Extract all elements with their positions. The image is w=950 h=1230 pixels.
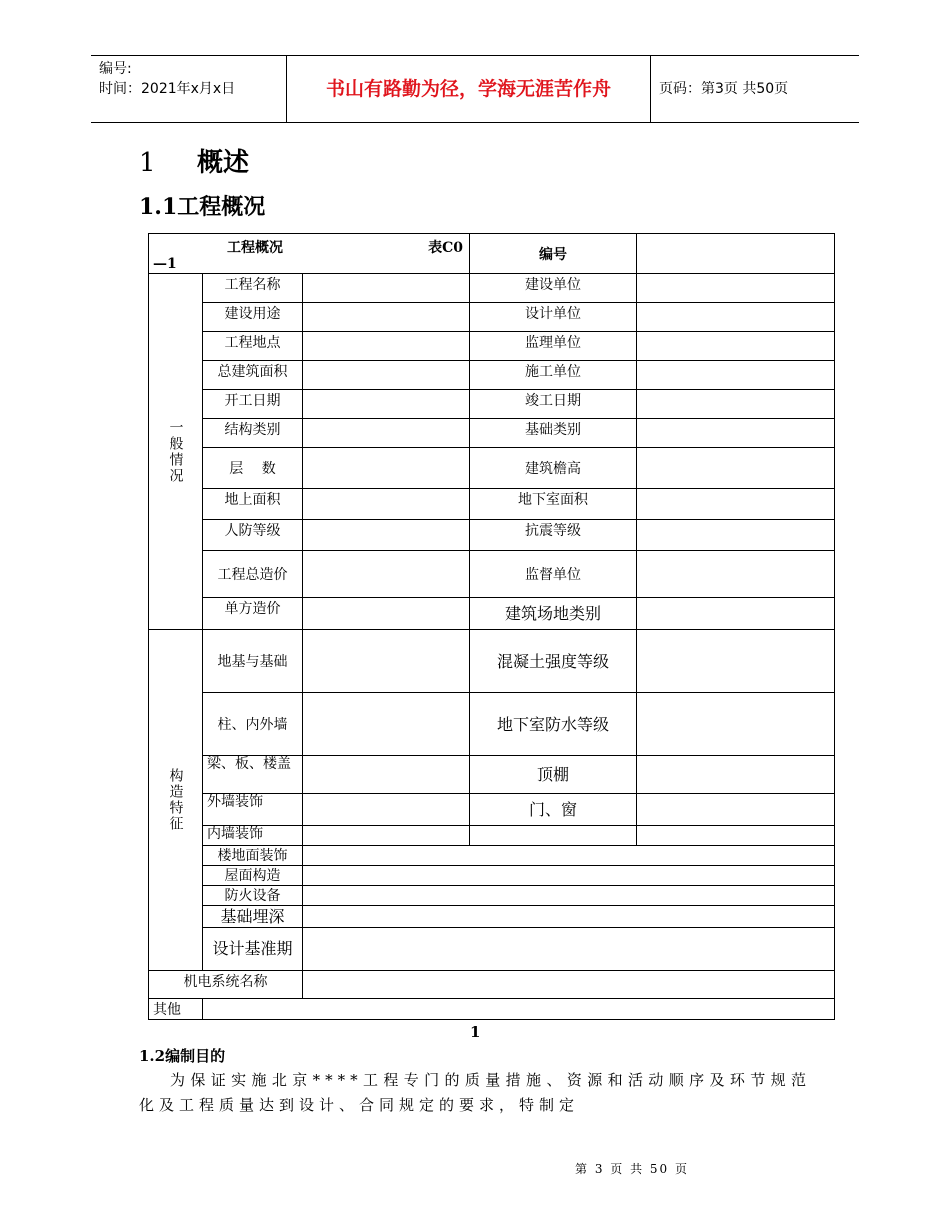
section-1-2-heading: 1.2编制目的 [139,1047,226,1065]
mep-label: 机电系统名称 [149,971,303,999]
field-value [303,551,470,598]
table-row [149,693,835,756]
field-label: 防火设备 [203,886,303,906]
field-value [303,598,470,630]
page-footer: 第 3 页 共 50 页 [575,1162,689,1176]
field-label: 基础类别 [470,419,637,448]
field-value [637,693,835,756]
table-row [149,999,835,1020]
field-label: 建筑檐高 [470,448,637,489]
table-row [149,390,835,419]
field-label: 层 数 [203,448,303,489]
field-value [303,448,470,489]
field-label: 工程地点 [203,332,303,361]
field-label: 设计基准期 [203,928,303,971]
table-row [149,274,835,303]
field-label: 地上面积 [203,489,303,520]
header-page-info: 页码：第3页 共50页 [659,81,789,97]
field-label: 总建筑面积 [203,361,303,390]
field-value [303,971,835,999]
field-label: 设计单位 [470,303,637,332]
field-label: 工程名称 [203,274,303,303]
field-value [303,826,470,846]
table-title: 工程概况 [227,239,283,256]
table-row [149,520,835,551]
field-label: 工程总造价 [203,551,303,598]
table-row [149,598,835,630]
field-value [303,361,470,390]
table-row [149,866,835,886]
field-value [303,928,835,971]
table-number-cont: —1 [153,255,177,272]
field-value [637,598,835,630]
field-label: 地下室防水等级 [470,693,637,756]
table-row [149,630,835,693]
field-value [637,390,835,419]
field-label: 竣工日期 [470,390,637,419]
field-value [303,489,470,520]
field-value [637,489,835,520]
page-header [91,55,859,123]
field-value [303,756,470,794]
field-label [470,826,637,846]
table-title-row [149,234,835,274]
field-label: 外墙装饰 [203,794,303,826]
section-1-1-heading: 1.1工程概况 [139,194,266,220]
field-label: 抗震等级 [470,520,637,551]
table-row [149,794,835,826]
table-row [149,756,835,794]
field-value [637,551,835,598]
field-value [303,630,470,693]
field-value [303,693,470,756]
table-title-cell [149,234,470,274]
field-value [303,332,470,361]
field-label: 监理单位 [470,332,637,361]
table-row [149,448,835,489]
field-value [637,419,835,448]
field-label: 建设用途 [203,303,303,332]
table-number: 表C0 [428,239,464,256]
field-label: 人防等级 [203,520,303,551]
field-label: 监督单位 [470,551,637,598]
field-value [637,448,835,489]
code-value-cell [637,234,835,274]
table-row [149,419,835,448]
table-row [149,886,835,906]
table-row [149,906,835,928]
field-value [637,332,835,361]
field-label: 混凝土强度等级 [470,630,637,693]
section-number: 1 [139,148,156,178]
paragraph-text: 为保证实施北京****工程专门的质量措施、资源和活动顺序及环节规范化及工程质量达到设计、合同规定的要求，特制定 [139,1071,811,1114]
code-label: 编号: [99,61,132,77]
table-row [149,303,835,332]
field-label: 施工单位 [470,361,637,390]
field-label: 建设单位 [470,274,637,303]
field-value [637,520,835,551]
table-row [149,846,835,866]
table-row [149,928,835,971]
table-row [149,826,835,846]
field-label: 顶棚 [470,756,637,794]
field-value [303,303,470,332]
table-row [149,971,835,999]
field-label: 地基与基础 [203,630,303,693]
time-label: 时间：2021年x月x日 [99,81,236,97]
field-label: 柱、内外墙 [203,693,303,756]
field-value [303,390,470,419]
project-overview-table [148,233,835,1020]
field-label: 地下室面积 [470,489,637,520]
field-label: 基础埋深 [203,906,303,928]
field-value [303,866,835,886]
field-value [203,999,835,1020]
table-row [149,361,835,390]
field-label: 内墙装饰 [203,826,303,846]
table-footnote: 1 [470,1023,481,1041]
field-value [637,274,835,303]
field-value [303,886,835,906]
table-row [149,332,835,361]
section-title: 概述 [197,148,250,178]
field-value [303,846,835,866]
field-value [303,274,470,303]
field-label: 开工日期 [203,390,303,419]
field-label: 屋面构造 [203,866,303,886]
field-label: 梁、板、楼盖 [203,756,303,794]
field-value [637,794,835,826]
field-value [303,906,835,928]
table-row [149,489,835,520]
field-value [303,419,470,448]
other-label: 其他 [149,999,203,1020]
field-label: 建筑场地类别 [470,598,637,630]
field-label: 单方造价 [203,598,303,630]
field-value [637,361,835,390]
header-meta [91,56,286,122]
header-motto: 书山有路勤为径，学海无涯苦作舟 [286,56,651,122]
field-value [637,303,835,332]
group-structure-label: 构造特征 [149,630,203,971]
group-general-label: 一般情况 [149,274,203,630]
field-value [303,794,470,826]
field-value [637,826,835,846]
field-label: 结构类别 [203,419,303,448]
table-row [149,551,835,598]
field-value [637,630,835,693]
field-value [637,756,835,794]
field-label: 楼地面装饰 [203,846,303,866]
field-value [303,520,470,551]
section-1-2-paragraph [139,1068,811,1118]
section-1-heading [139,142,249,179]
field-label: 门、窗 [470,794,637,826]
code-label-cell: 编号 [470,234,637,274]
